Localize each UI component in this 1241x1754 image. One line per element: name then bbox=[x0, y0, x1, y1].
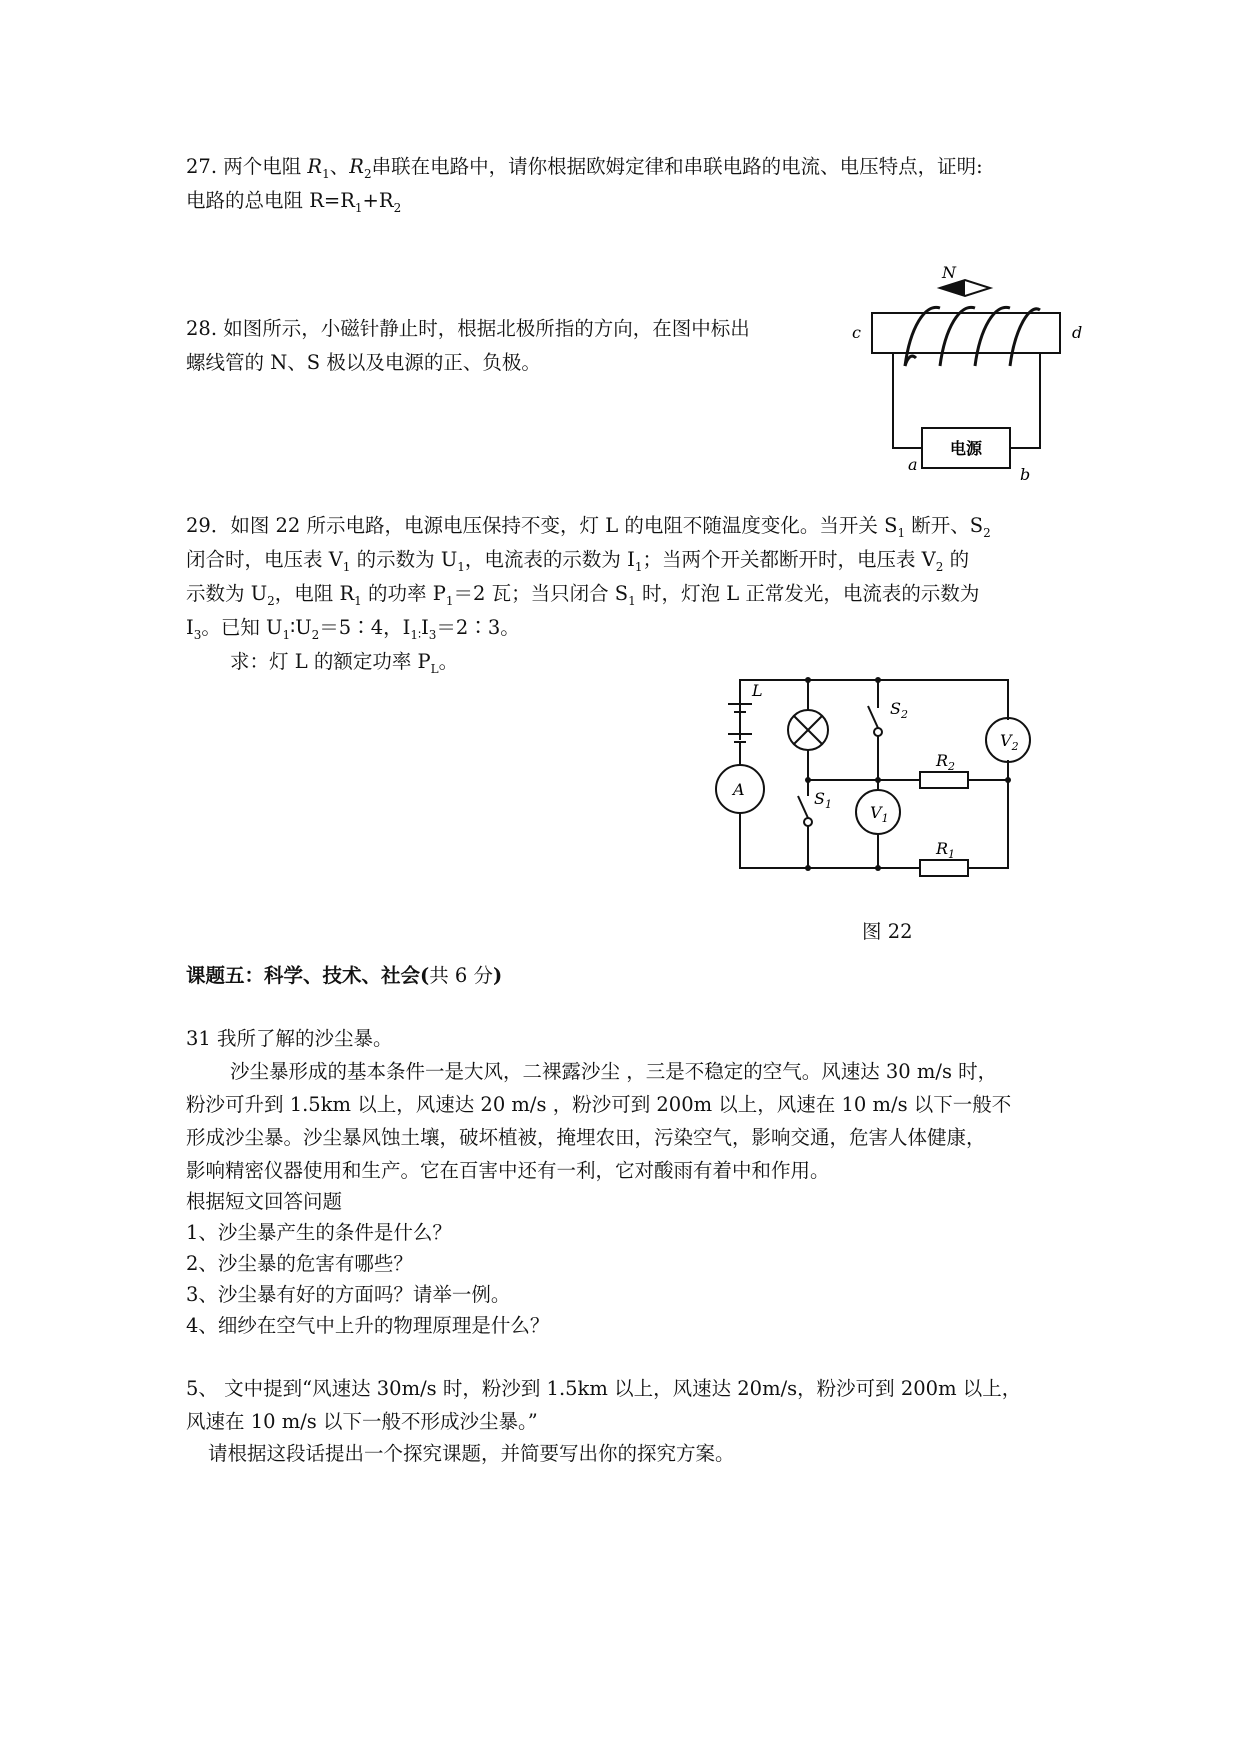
topic5-title: 课题五：科学、技术、社会(共 6 分) bbox=[186, 964, 503, 987]
q31-para-3: 形成沙尘暴。沙尘暴风蚀土壤，破坏植被，掩埋农田，污染空气，影响交通，危害人体健康， bbox=[186, 1126, 986, 1149]
q28-line1: 28. 如图所示，小磁针静止时，根据北极所指的方向，在图中标出 bbox=[186, 317, 750, 340]
label-b: b bbox=[1020, 465, 1031, 484]
q29-line3: 示数为 $U_2$，电阻 $R_1$ 的功率 $P_1=2$ 瓦；当只闭合 $S_1$ 时，灯泡 L 正常发光，电流表的示数为 bbox=[186, 582, 980, 608]
q31-para-1: 沙尘暴形成的基本条件一是大风，二裸露沙尘 ，三是不稳定的空气。风速达 30 m/s 时， bbox=[230, 1060, 998, 1083]
label-v2: $V_2$ bbox=[1000, 731, 1019, 753]
q29-line5: 求：灯 L 的额定功率 $P_L$。 bbox=[230, 650, 459, 676]
q31-question-1: 1、沙尘暴产生的条件是什么？ bbox=[186, 1221, 452, 1244]
q31-question-2: 2、沙尘暴的危害有哪些？ bbox=[186, 1252, 413, 1275]
label-s1: $S_1$ bbox=[814, 789, 832, 811]
q31-question-5-line1: 5、 文中提到“风速达 30m/s 时，粉沙到 1.5km 以上，风速达 20m/s，粉沙可到 200m 以上， bbox=[186, 1377, 1022, 1400]
q29-line1: 29．如图 22 所示电路，电源电压保持不变，灯 L 的电阻不随温度变化。当开关 $S_1$ 断开、$S_2$ bbox=[186, 514, 991, 540]
label-s2: $S_2$ bbox=[890, 699, 908, 721]
label-r1: $R_1$ bbox=[936, 839, 956, 861]
q31-prompt: 根据短文回答问题 bbox=[186, 1190, 343, 1213]
figure-22-caption: 图 22 bbox=[862, 920, 913, 943]
label-r2: $R_2$ bbox=[936, 751, 956, 773]
solenoid-figure bbox=[850, 258, 1090, 488]
q31-question-5-line2: 风速在 10 m/s 以下一般不形成沙尘暴。” bbox=[186, 1410, 538, 1433]
q28-line2: 螺线管的 N、S 极以及电源的正、负极。 bbox=[186, 351, 541, 374]
circuit-figure-22 bbox=[700, 668, 1050, 888]
label-a: A bbox=[733, 780, 745, 799]
label-n: N bbox=[942, 263, 956, 282]
label-d: d bbox=[1072, 323, 1083, 342]
q27-line2: 电路的总电阻 $R=R_1+R_2$ bbox=[186, 189, 402, 215]
q29-line4: $I_3$。已知 $U_1∶U_2=5∶4$，$I_{1∶}I_3=2∶3$。 bbox=[186, 616, 520, 642]
solenoid-core bbox=[872, 313, 1060, 353]
label-c: c bbox=[852, 323, 861, 342]
power-label: 电源 bbox=[949, 439, 983, 458]
q31-title: 31 我所了解的沙尘暴。 bbox=[186, 1027, 393, 1050]
q31-question-3: 3、沙尘暴有好的方面吗？请举一例。 bbox=[186, 1283, 511, 1306]
q31-question-5-line3: 请根据这段话提出一个探究课题，并简要写出你的探究方案。 bbox=[208, 1442, 735, 1465]
q27-line1: 27. 两个电阻 $R_1$、$R_2$串联在电路中，请你根据欧姆定律和串联电路的电流、电压特点，证明: bbox=[186, 155, 983, 181]
q31-question-4: 4、细纱在空气中上升的物理原理是什么？ bbox=[186, 1314, 550, 1337]
label-l: L bbox=[752, 681, 763, 700]
q29-line2: 闭合时，电压表 $V_1$ 的示数为 $U_1$，电流表的示数为 $I_1$；当两个开关都断开时，电压表 $V_2$ 的 bbox=[186, 548, 970, 574]
label-v1: $V_1$ bbox=[870, 803, 889, 825]
label-a: a bbox=[908, 455, 918, 474]
q31-para-4: 影响精密仪器使用和生产。它在百害中还有一利，它对酸雨有着中和作用。 bbox=[186, 1159, 830, 1182]
q31-para-2: 粉沙可升到 1.5km 以上，风速达 20 m/s ，粉沙可到 200m 以上，风速在 10 m/s 以下一般不 bbox=[186, 1093, 1012, 1116]
